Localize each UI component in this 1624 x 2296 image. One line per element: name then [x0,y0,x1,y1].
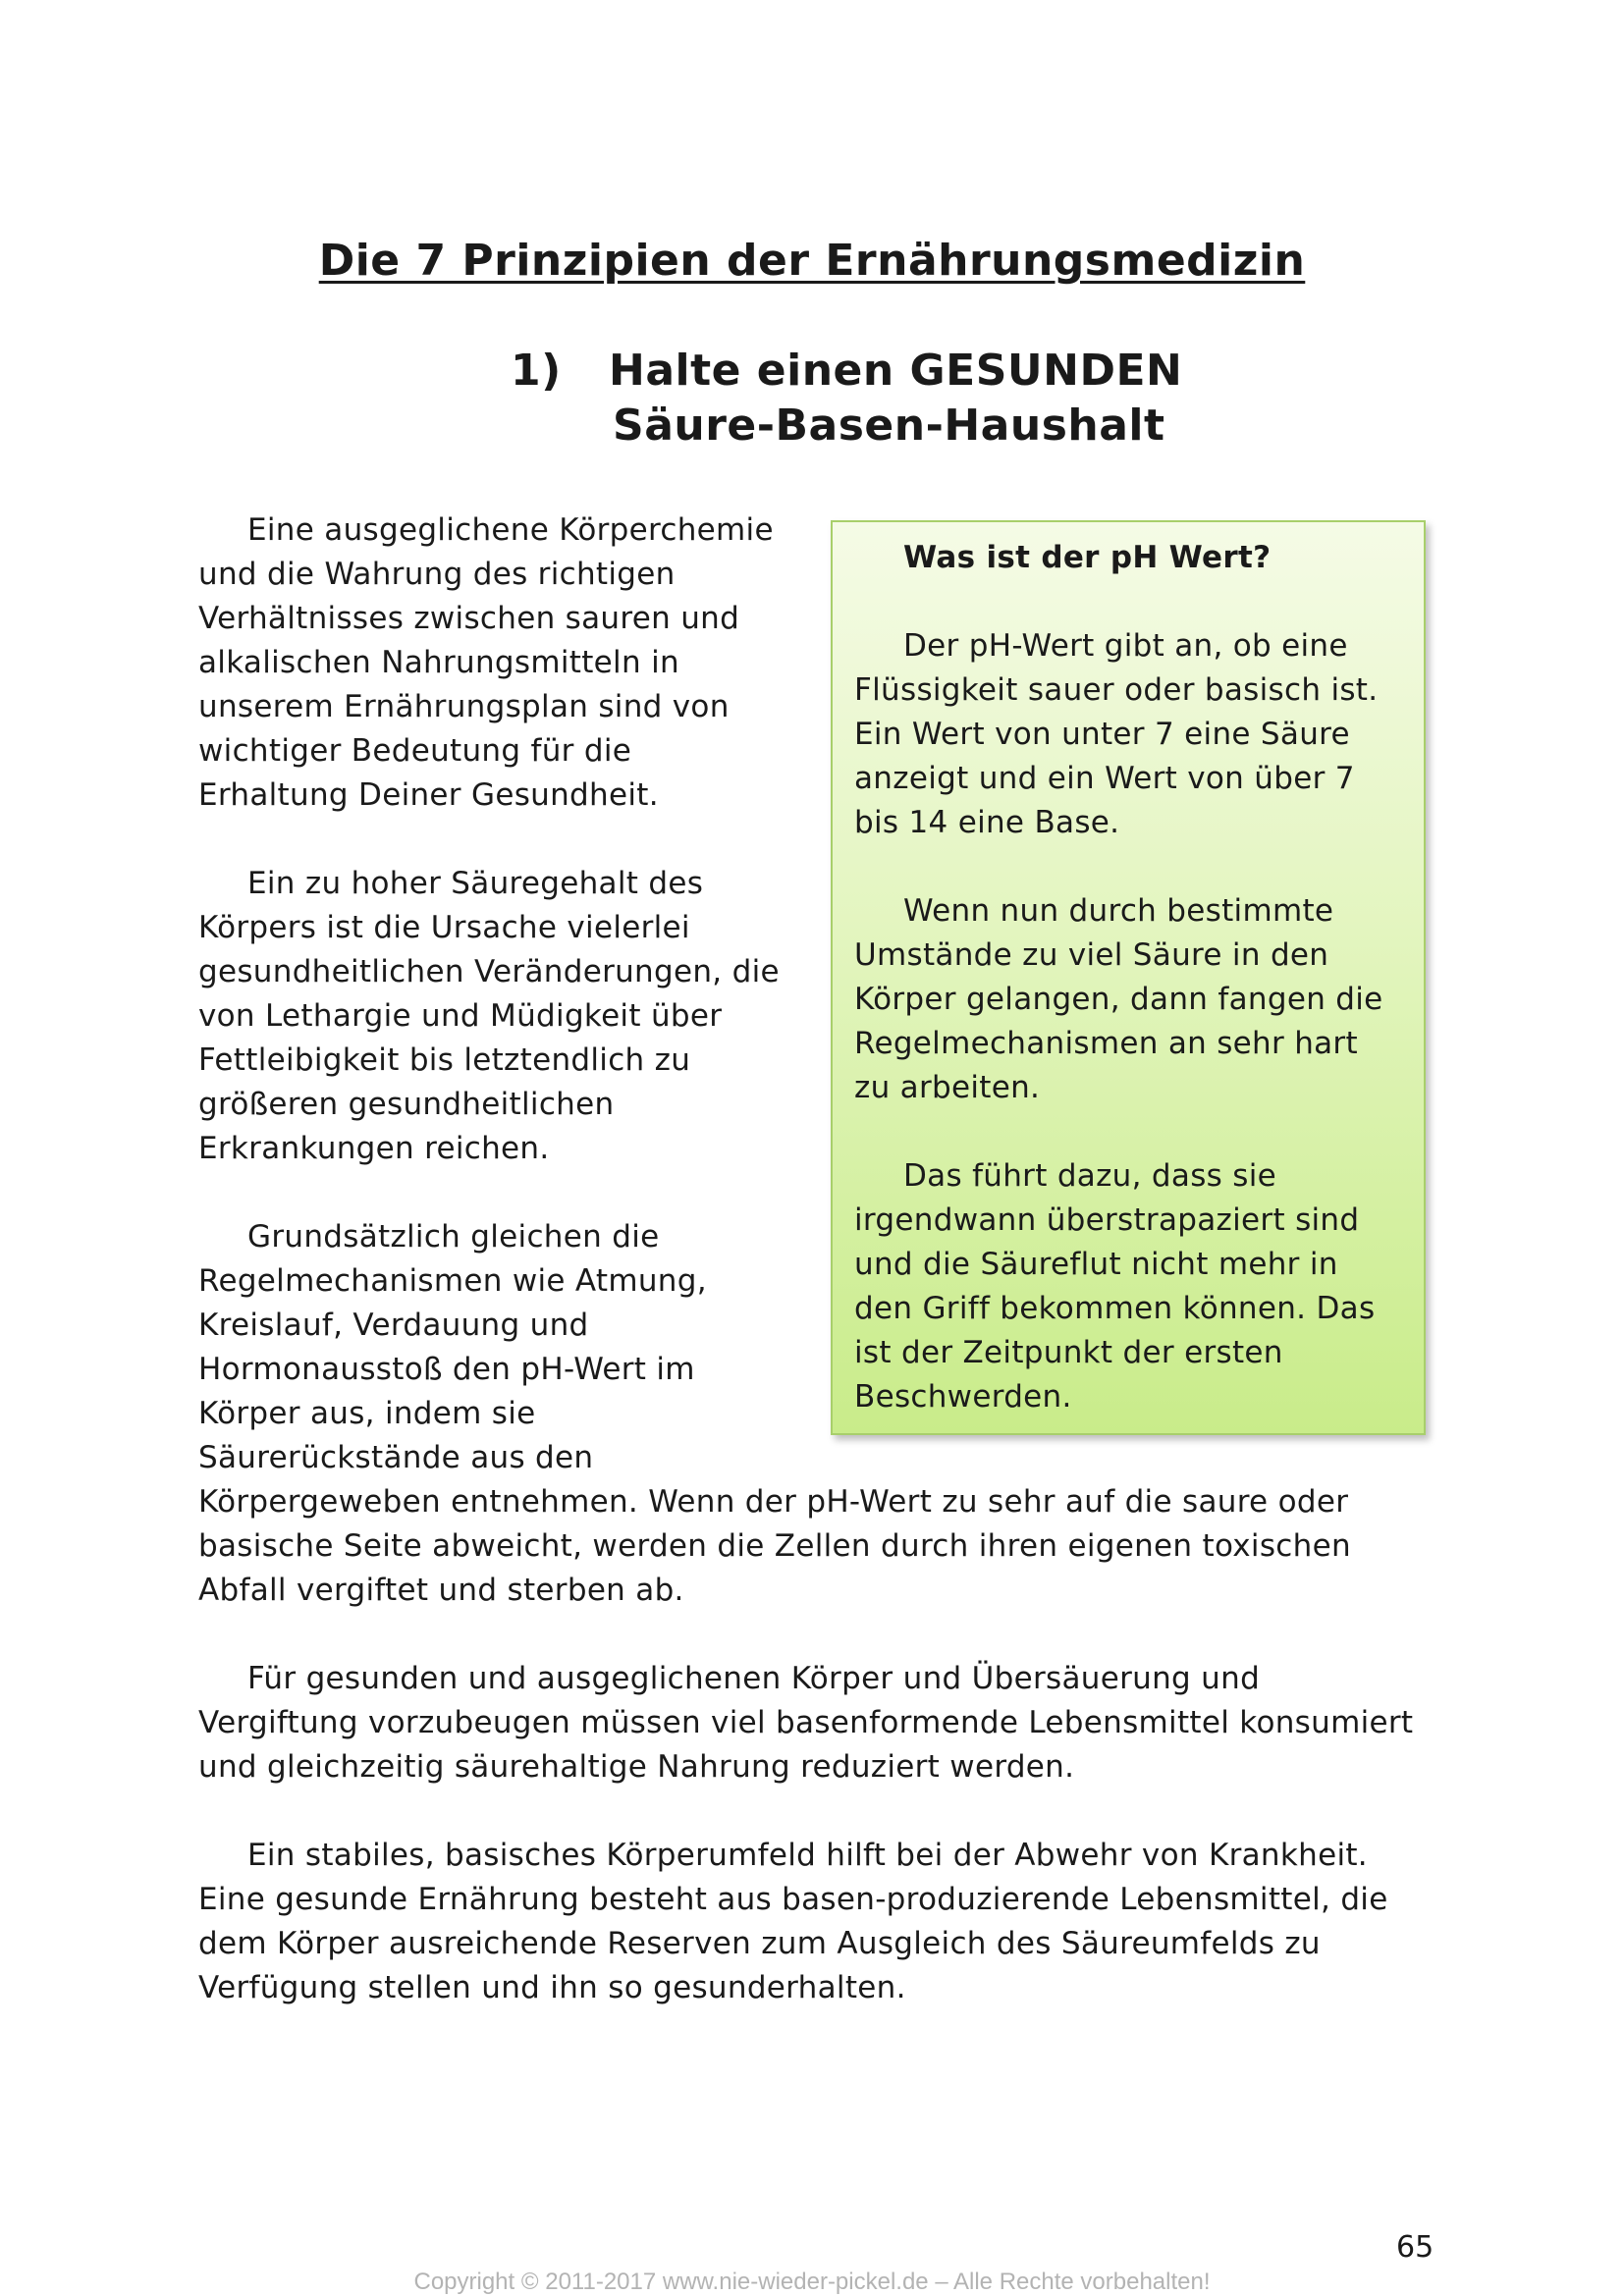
section-heading [511,344,1198,454]
body-text [198,508,1426,2055]
info-box-paragraph: Das führt dazu, dass sie irgendwann überstrapaziert sind und die Säureflut nicht mehr in den Griff bekommen können. Das ist der Zeitpunkt der ersten Beschwerden. [854,1158,1376,1415]
ph-info-box [831,520,1426,1435]
body-paragraph: Ein zu hoher Säuregehalt des Körpers ist die Ursache vielerlei gesundheitlichen Veränderungen, die von Lethargie und Müdigkeit über Fettleibigkeit bis letztendlich zu größeren gesundheitlichen Erkrankungen reichen. [198,866,780,1166]
body-paragraph: Grundsätzlich gleichen die Regelmechanismen wie Atmung, Kreislauf, Verdauung und Hormonausstoß den pH-Wert im Körper aus, indem sie Säurerückstände aus den Körpergeweben entnehmen. Wenn der pH-Wert zu sehr auf die saure oder basische Seite abweicht, werden die Zellen durch ihren eigenen toxischen Abfall vergiftet und sterben ab. [198,1219,1351,1608]
section-heading-line1: Halte einen GESUNDEN [609,346,1183,396]
section-heading-line2: Säure-Basen-Haushalt [613,400,1165,451]
page-number: 65 [1396,2230,1435,2265]
body-paragraph: Ein stabiles, basisches Körperumfeld hilft bei der Abwehr von Krankheit. Eine gesunde Ernährung besteht aus basen-produzierende Lebensmittel, die dem Körper ausreichende Reserven zum Ausgleich des Säureumfelds zu Verfügung stellen und ihn so gesunderhalten. [198,1838,1388,2005]
info-box-paragraph: Der pH-Wert gibt an, ob eine Flüssigkeit sauer oder basisch ist. Ein Wert von unter 7 eine Säure anzeigt und ein Wert von über 7 bis 14 eine Base. [854,628,1379,840]
info-box-title: Was ist der pH Wert? [903,540,1272,575]
body-paragraph: Für gesunden und ausgeglichenen Körper und Übersäuerung und Vergiftung vorzubeugen müssen viel basenformende Lebensmittel konsumiert und gleichzeitig säurehaltige Nahrung reduziert werden. [198,1661,1414,1785]
copyright-footer: Copyright © 2011-2017 www.nie-wieder-pickel.de – Alle Rechte vorbehalten! [413,2269,1211,2295]
section-number: 1) [511,346,562,396]
info-box-paragraph: Wenn nun durch bestimmte Umstände zu viel Säure in den Körper gelangen, dann fangen die Regelmechanismen an sehr hart zu arbeiten. [854,893,1383,1105]
body-paragraph: Eine ausgeglichene Körperchemie und die Wahrung des richtigen Verhältnisses zwischen sauren und alkalischen Nahrungsmitteln in unserem Ernährungsplan sind von wichtiger Bedeutung für die Erhaltung Deiner Gesundheit. [198,512,774,813]
page-title: Die 7 Prinzipien der Ernährungsmedizin [318,236,1306,286]
